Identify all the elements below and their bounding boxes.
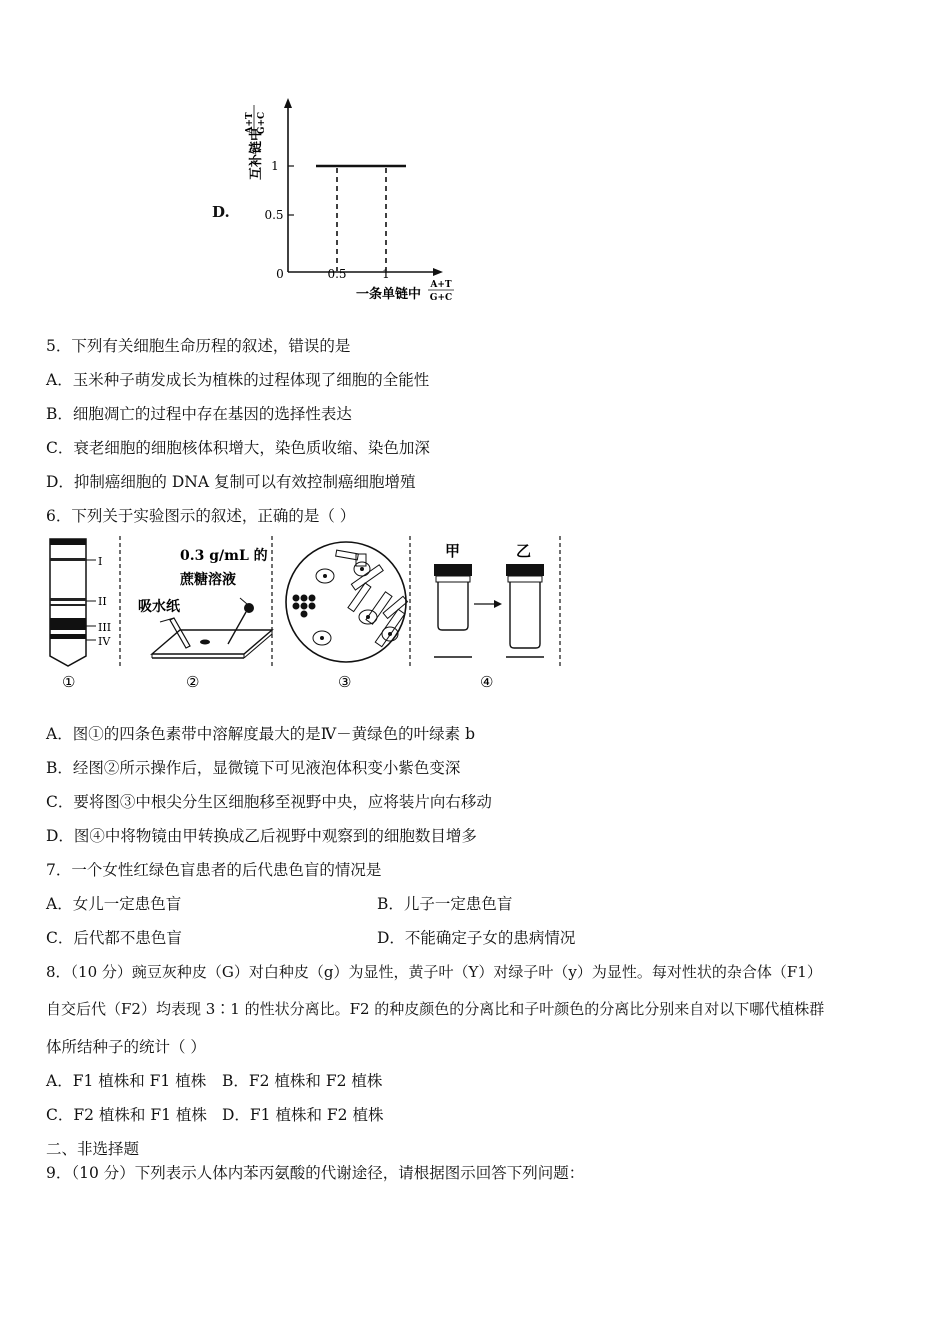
x-axis-frac-den: G+C	[429, 293, 453, 303]
q6-option-c: C．要将图③中根尖分生区细胞移至视野中央，应将装片向右移动	[46, 793, 492, 811]
q6-figure	[40, 534, 580, 694]
q8-option-d: D．F1 植株和 F2 植株	[222, 1106, 384, 1124]
q5-option-c: C．衰老细胞的细胞核体积增大，染色质收缩、染色加深	[46, 439, 430, 457]
solution-label-1: 0.3 g/mL 的	[180, 548, 268, 564]
y-axis-arrow	[284, 98, 292, 108]
q6-option-d: D．图④中将物镜由甲转换成乙后视野中观察到的细胞数目增多	[46, 827, 477, 845]
origin-label: 0	[276, 267, 284, 281]
q7-option-c: C．后代都不患色盲	[46, 929, 182, 947]
x-tick-label-1: 1	[382, 267, 390, 281]
q5-stem: 5．下列有关细胞生命历程的叙述，错误的是	[46, 337, 351, 355]
y-axis-frac-num: A+T	[245, 112, 255, 134]
q7-option-a: A．女儿一定患色盲	[46, 895, 182, 913]
x-tick-label-0.5: 0.5	[327, 267, 347, 281]
panel-label-2: ②	[186, 673, 200, 691]
q7-option-b: B．儿子一定患色盲	[377, 895, 513, 913]
q8-line-2: 自交后代（F2）均表现 3∶1 的性状分离比。F2 的种皮颜色的分离比和子叶颜色的分离比分别来自对以下哪代植株群	[46, 1000, 825, 1018]
solution-label-2: 蔗糖溶液	[180, 572, 236, 588]
q5-option-d: D．抑制癌细胞的 DNA 复制可以有效控制癌细胞增殖	[46, 473, 416, 491]
lens-label-jia: 甲	[445, 542, 461, 560]
q8-option-b: B．F2 植株和 F2 植株	[222, 1072, 383, 1090]
band-label-iv: IV	[98, 635, 111, 648]
panel-label-4: ④	[480, 673, 494, 691]
x-axis-frac-num: A+T	[430, 280, 452, 290]
y-axis-frac-den: G+C	[257, 111, 267, 135]
section-2-title: 二、非选择题	[46, 1140, 140, 1158]
graph-d-chart	[238, 95, 468, 310]
panel-label-3: ③	[338, 673, 352, 691]
objective-jia	[434, 564, 472, 630]
q7-stem: 7．一个女性红绿色盲患者的后代患色盲的情况是	[46, 861, 382, 879]
q6-option-b: B．经图②所示操作后，显微镜下可见液泡体积变小紫色变深	[46, 759, 461, 777]
panel-3-field	[286, 542, 408, 662]
paper-label: 吸水纸	[138, 599, 180, 615]
y-axis-label: 互补链中	[249, 127, 264, 180]
q5-option-a: A．玉米种子萌发成长为植株的过程体现了细胞的全能性	[46, 371, 430, 389]
objective-yi	[506, 564, 544, 648]
q9-stem: 9．（10 分）下列表示人体内苯丙氨酸的代谢途径，请根据图示回答下列问题：	[46, 1164, 585, 1182]
y-tick-label-1: 1	[271, 159, 279, 173]
q5-option-b: B．细胞凋亡的过程中存在基因的选择性表达	[46, 405, 352, 423]
q6-option-a: A．图①的四条色素带中溶解度最大的是Ⅳ－黄绿色的叶绿素 b	[46, 725, 476, 743]
lens-label-yi: 乙	[516, 542, 532, 560]
q8-line-1: 8．（10 分）豌豆灰种皮（G）对白种皮（g）为显性，黄子叶（Y）对绿子叶（y）为显性。每对性状的杂合体（F1）	[46, 963, 822, 981]
panel-label-1: ①	[62, 673, 76, 691]
band-label-ii: II	[98, 595, 107, 608]
q8-option-a: A．F1 植株和 F1 植株	[46, 1072, 207, 1090]
x-axis-label: 一条单链中	[356, 287, 422, 302]
q6-stem: 6．下列关于实验图示的叙述，正确的是（ ）	[46, 507, 356, 525]
band-label-iii: III	[98, 621, 112, 634]
q8-option-c: C．F2 植株和 F1 植株	[46, 1106, 207, 1124]
y-tick-label-0.5: 0.5	[264, 208, 284, 222]
graph-d-label: D.	[212, 203, 230, 221]
panel-1-strip	[50, 539, 96, 666]
x-axis-arrow	[433, 268, 443, 276]
q7-option-d: D．不能确定子女的患病情况	[377, 929, 576, 947]
band-label-i: I	[98, 555, 103, 568]
q8-line-3: 体所结种子的统计（ ）	[46, 1038, 206, 1056]
